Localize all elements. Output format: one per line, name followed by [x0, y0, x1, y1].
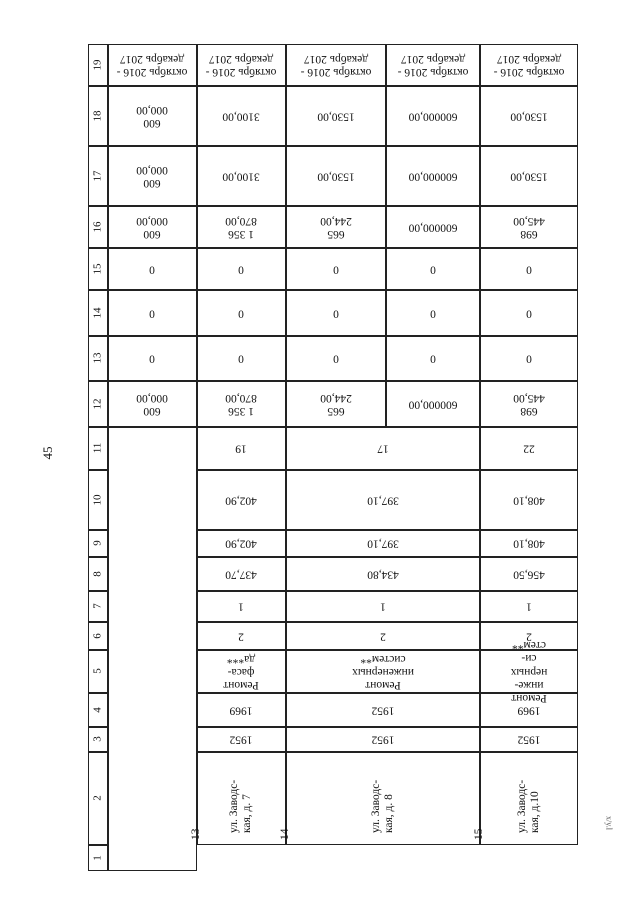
row-0-c14-text: 0 [149, 307, 155, 320]
row-4-c16 [480, 206, 578, 248]
row-1-c9 [197, 530, 286, 557]
header-col-15 [88, 248, 108, 290]
row-1-c8-text: 437,70 [225, 568, 257, 581]
row-3-c14-text: 0 [429, 307, 436, 320]
row-1-c15 [197, 248, 286, 290]
header-col-12-text: 12 [91, 398, 104, 409]
header-col-8-text: 8 [91, 570, 104, 577]
row-3-period [386, 44, 480, 86]
row-1-c18-text: 3100,00 [222, 110, 260, 123]
header-col-10 [88, 470, 108, 530]
row-1-period [197, 44, 286, 86]
row-3-c12 [386, 381, 480, 427]
row-4-c8 [480, 557, 578, 591]
header-col-9 [88, 530, 108, 557]
row-2-c14 [286, 290, 386, 336]
header-col-6-text: 6 [91, 632, 104, 639]
row-1-c14 [197, 290, 286, 336]
row-1-c6-text: 2 [238, 630, 244, 643]
row-2-c17-text: 1530,00 [316, 170, 355, 183]
row-0-c13-text: 0 [149, 352, 155, 365]
row-0-c18-text: 600 000,00 [136, 103, 168, 129]
row-2-c6-text: 2 [379, 630, 386, 643]
header-col-3 [88, 727, 108, 752]
row-number: 13 [189, 828, 202, 840]
row-4-c18 [480, 86, 578, 146]
row-3-c17-text: 600000,00 [408, 170, 457, 183]
row-0-period-text: октябрь 2016 - декабрь 2017 [116, 52, 188, 78]
row-0-c18 [108, 86, 197, 146]
row-2-c18 [286, 86, 386, 146]
row-2-c10-text: 397,10 [366, 494, 399, 507]
header-col-1 [88, 845, 108, 871]
row-4-c6 [480, 622, 578, 650]
row-4-c10 [480, 470, 578, 530]
row-3-period-text: октябрь 2016 - декабрь 2017 [397, 52, 468, 78]
header-col-7 [88, 591, 108, 622]
row-2-work-text: Ремонт инженерных систем** [351, 652, 414, 691]
row-1-c17-text: 3100,00 [222, 170, 260, 183]
row-1-c16 [197, 206, 286, 248]
header-col-1-text: 1 [91, 854, 104, 861]
row-1-c18 [197, 86, 286, 146]
row-1-year_built [197, 727, 286, 752]
header-col-13-text: 13 [91, 352, 104, 364]
header-col-6 [88, 622, 108, 650]
row-0-c13 [108, 336, 197, 381]
page-number-text: 45 [40, 446, 55, 460]
row-0-c15-text: 0 [149, 263, 155, 276]
header-col-5 [88, 650, 108, 693]
row-3-c16-text: 600000,00 [408, 221, 457, 234]
header-col-4-text: 4 [91, 706, 104, 713]
row-0-period [108, 44, 197, 86]
row-1-c9-text: 402,90 [225, 537, 257, 550]
row-4-year_built [480, 727, 578, 752]
row-2-c8 [286, 557, 480, 591]
header-col-10-text: 10 [91, 494, 104, 505]
row-2-c13 [286, 336, 386, 381]
header-col-2 [88, 752, 108, 845]
header-col-2-text: 2 [91, 795, 104, 801]
row-4-c6-text: 2 [525, 630, 532, 643]
margin-mark [598, 806, 620, 840]
row-2-year_built [286, 727, 480, 752]
row-0-c17 [108, 146, 197, 206]
row-2-work [286, 650, 480, 693]
row-0-c15 [108, 248, 197, 290]
row-3-c15 [386, 248, 480, 290]
row-0-c17-text: 600 000,00 [136, 163, 168, 189]
row-2-c8-text: 434,80 [366, 568, 399, 581]
header-col-17-text: 17 [91, 170, 104, 181]
row-4-c14 [480, 290, 578, 336]
row-2-c7-text: 1 [379, 600, 386, 613]
row-2-address-text: ул. Заводс- кая, д. 8 [369, 779, 395, 833]
row-4-c17-text: 1530,00 [509, 170, 548, 183]
row-2-c18-text: 1530,00 [316, 110, 355, 123]
row-2-period [286, 44, 386, 86]
row-0-c16 [108, 206, 197, 248]
row-1-c15-text: 0 [238, 263, 244, 276]
header-col-3-text: 3 [91, 736, 104, 742]
header-col-18-text: 18 [91, 110, 104, 121]
row-2-c9 [286, 530, 480, 557]
row-3-c18 [386, 86, 480, 146]
row-2-c15 [286, 248, 386, 290]
row-4-work [480, 639, 578, 705]
row-4-c16-text: 698 445,00 [512, 214, 545, 240]
row-4-period [480, 44, 578, 86]
rotated-data-table [88, 44, 578, 871]
row-3-c14 [386, 290, 480, 336]
row-1-c7 [197, 591, 286, 622]
row-1-c11 [197, 427, 286, 470]
header-col-16-text: 16 [91, 221, 104, 232]
row-2-year_2-text: 1952 [371, 704, 394, 717]
row-2-c7 [286, 591, 480, 622]
header-col-8 [88, 557, 108, 591]
row-2-c11-text: 17 [376, 442, 389, 455]
header-col-19 [88, 44, 108, 86]
row-2-c13-text: 0 [332, 352, 339, 365]
header-col-19-text: 19 [91, 59, 104, 70]
row-4-address-text: ул. Заводс- кая, д.10 [515, 779, 541, 833]
row-4-c9 [480, 530, 578, 557]
row-1-c8 [197, 557, 286, 591]
row-4-c17 [480, 146, 578, 206]
row-2-c11 [286, 427, 480, 470]
row-0-c12-text: 600 000,00 [136, 391, 168, 417]
row-2-c16-text: 665 244,00 [319, 214, 352, 240]
row-2-c16 [286, 206, 386, 248]
row-2-c14-text: 0 [332, 307, 339, 320]
row-4-c18-text: 1530,00 [509, 110, 548, 123]
row-3-c16 [386, 206, 480, 248]
page-number [38, 438, 58, 468]
row-1-address-text: ул. Заводс- кая, д. 7 [227, 779, 253, 833]
row-number: 14 [278, 828, 291, 840]
row-1-c7-text: 1 [238, 600, 244, 613]
row-1-address [189, 752, 286, 845]
row-1-c10 [197, 470, 286, 530]
row-3-c18-text: 600000,00 [408, 110, 457, 123]
header-col-18 [88, 86, 108, 146]
row-4-c15-text: 0 [525, 263, 532, 276]
row-4-c11-text: 22 [522, 442, 535, 455]
row-1-c17 [197, 146, 286, 206]
row-2-year_2 [286, 693, 480, 727]
row-4-c7-text: 1 [525, 600, 532, 613]
row-4-period-text: октябрь 2016 - декабрь 2017 [493, 52, 564, 78]
row-4-c13 [480, 336, 578, 381]
row-2-c12 [286, 381, 386, 427]
row-4-c7 [480, 591, 578, 622]
row-1-c16-text: 1 356 870,00 [225, 214, 257, 240]
row-0-c14 [108, 290, 197, 336]
row-1-c10-text: 402,90 [225, 494, 257, 507]
row-1-work [197, 650, 286, 693]
row-4-year_built-text: 1952 [517, 733, 540, 746]
row-3-c13-text: 0 [429, 352, 436, 365]
row-1-work-text: Ремонт фаса- да*** [223, 652, 259, 691]
row-2-year_built-text: 1952 [371, 733, 394, 746]
row-0-merged-empty-block [108, 427, 197, 871]
row-1-c14-text: 0 [238, 307, 244, 320]
row-4-work-text: Ремонт инже- нерных си- стем** [510, 639, 547, 705]
row-2-address [278, 752, 480, 845]
margin-mark-text: x/y.l [604, 816, 614, 830]
row-4-c12-text: 698 445,00 [512, 391, 545, 417]
row-4-year_2-text: 1969 [517, 704, 540, 717]
row-4-c9-text: 408,10 [512, 537, 545, 550]
header-col-9-text: 9 [91, 540, 104, 546]
row-1-year_2-text: 1969 [229, 704, 253, 717]
row-4-address [472, 752, 578, 845]
row-2-c12-text: 665 244,00 [319, 391, 352, 417]
row-2-c10 [286, 470, 480, 530]
header-col-5-text: 5 [91, 668, 104, 674]
header-col-11-text: 11 [91, 442, 104, 454]
row-1-year_built-text: 1952 [229, 733, 253, 746]
row-4-c14-text: 0 [525, 307, 532, 320]
row-1-c11-text: 19 [235, 442, 247, 455]
row-3-c15-text: 0 [429, 263, 436, 276]
row-4-c15 [480, 248, 578, 290]
row-1-c6 [197, 622, 286, 650]
header-col-4 [88, 693, 108, 727]
row-0-c16-text: 600 000,00 [136, 214, 168, 240]
header-col-12 [88, 381, 108, 427]
row-4-c11 [480, 427, 578, 470]
row-2-c15-text: 0 [332, 263, 339, 276]
header-col-13 [88, 336, 108, 381]
header-col-11 [88, 427, 108, 470]
header-col-17 [88, 146, 108, 206]
header-col-7-text: 7 [91, 603, 104, 609]
header-col-15-text: 15 [91, 263, 104, 274]
row-number: 15 [472, 828, 485, 840]
row-3-c13 [386, 336, 480, 381]
row-3-c17 [386, 146, 480, 206]
row-2-c17 [286, 146, 386, 206]
row-1-c13 [197, 336, 286, 381]
row-4-c8-text: 456,50 [512, 568, 545, 581]
row-2-c6 [286, 622, 480, 650]
header-col-14 [88, 290, 108, 336]
row-1-c12-text: 1 356 870,00 [225, 391, 257, 417]
row-1-period-text: октябрь 2016 - декабрь 2017 [205, 52, 277, 78]
row-0-c12 [108, 381, 197, 427]
row-4-c10-text: 408,10 [512, 494, 545, 507]
row-4-c12 [480, 381, 578, 427]
row-4-c13-text: 0 [525, 352, 532, 365]
row-1-year_2 [197, 693, 286, 727]
row-3-c12-text: 600000,00 [408, 398, 457, 411]
row-2-period-text: октябрь 2016 - декабрь 2017 [300, 52, 371, 78]
row-1-c13-text: 0 [238, 352, 244, 365]
row-1-c12 [197, 381, 286, 427]
row-2-c9-text: 397,10 [366, 537, 399, 550]
header-col-14-text: 14 [91, 307, 104, 318]
header-col-16 [88, 206, 108, 248]
